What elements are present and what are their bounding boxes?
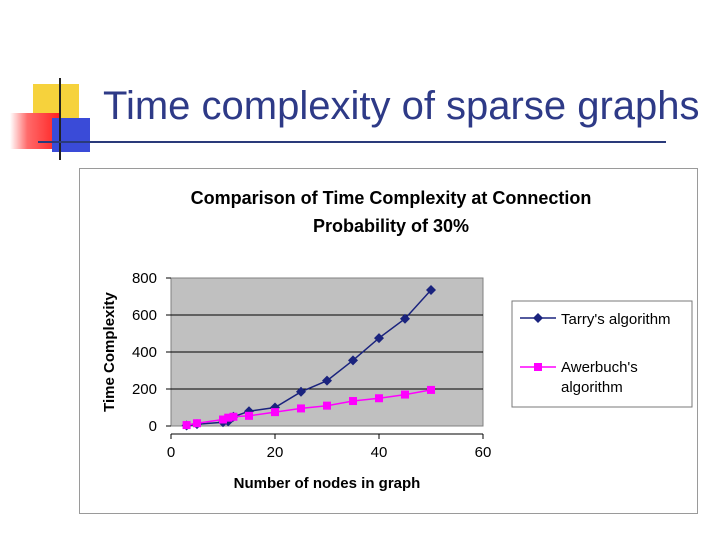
data-point-awerbuch-45 — [401, 391, 409, 399]
y-axis-label: Time Complexity — [101, 292, 118, 412]
data-point-awerbuch-50 — [427, 386, 435, 394]
x-tick-label: 20 — [266, 444, 284, 461]
y-tick-label: 400 — [131, 344, 157, 361]
y-axis-ticks — [132, 270, 171, 435]
data-point-awerbuch-15 — [245, 412, 253, 420]
x-axis-label: Number of nodes in graph — [233, 475, 421, 492]
y-tick-label: 0 — [148, 418, 157, 435]
data-point-awerbuch-20 — [271, 408, 279, 416]
data-point-awerbuch-12 — [229, 413, 237, 421]
y-tick-label: 200 — [131, 381, 157, 398]
data-point-awerbuch-40 — [375, 394, 383, 402]
x-tick-label: 0 — [166, 444, 176, 461]
x-tick-label: 60 — [474, 444, 492, 461]
data-point-awerbuch-5 — [193, 419, 201, 427]
data-point-awerbuch-3 — [183, 421, 191, 429]
legend — [512, 301, 692, 407]
chart-title-line-2: Probability of 30% — [312, 216, 470, 236]
x-tick-label: 40 — [370, 444, 388, 461]
chart-title-line-1: Comparison of Time Complexity at Connection — [190, 188, 592, 208]
chart — [80, 169, 697, 513]
y-tick-label: 600 — [131, 307, 157, 324]
slide-title: Time complexity of sparse graphs — [103, 84, 700, 128]
title-underline — [38, 141, 666, 143]
data-point-awerbuch-25 — [297, 404, 305, 412]
legend-marker-awerbuch — [534, 363, 542, 371]
x-axis-ticks — [167, 434, 492, 461]
y-tick-label: 800 — [131, 270, 157, 287]
legend-label-awerbuch-line-2: algorithm — [561, 379, 623, 396]
data-point-awerbuch-35 — [349, 397, 357, 405]
chart-frame — [79, 168, 698, 514]
data-point-awerbuch-30 — [323, 402, 331, 410]
legend-label-tarry: Tarry's algorithm — [561, 311, 671, 328]
legend-label-awerbuch-line-1: Awerbuch's — [561, 359, 638, 376]
decor-blue-square — [52, 118, 90, 152]
decor-vertical-line — [59, 78, 61, 160]
